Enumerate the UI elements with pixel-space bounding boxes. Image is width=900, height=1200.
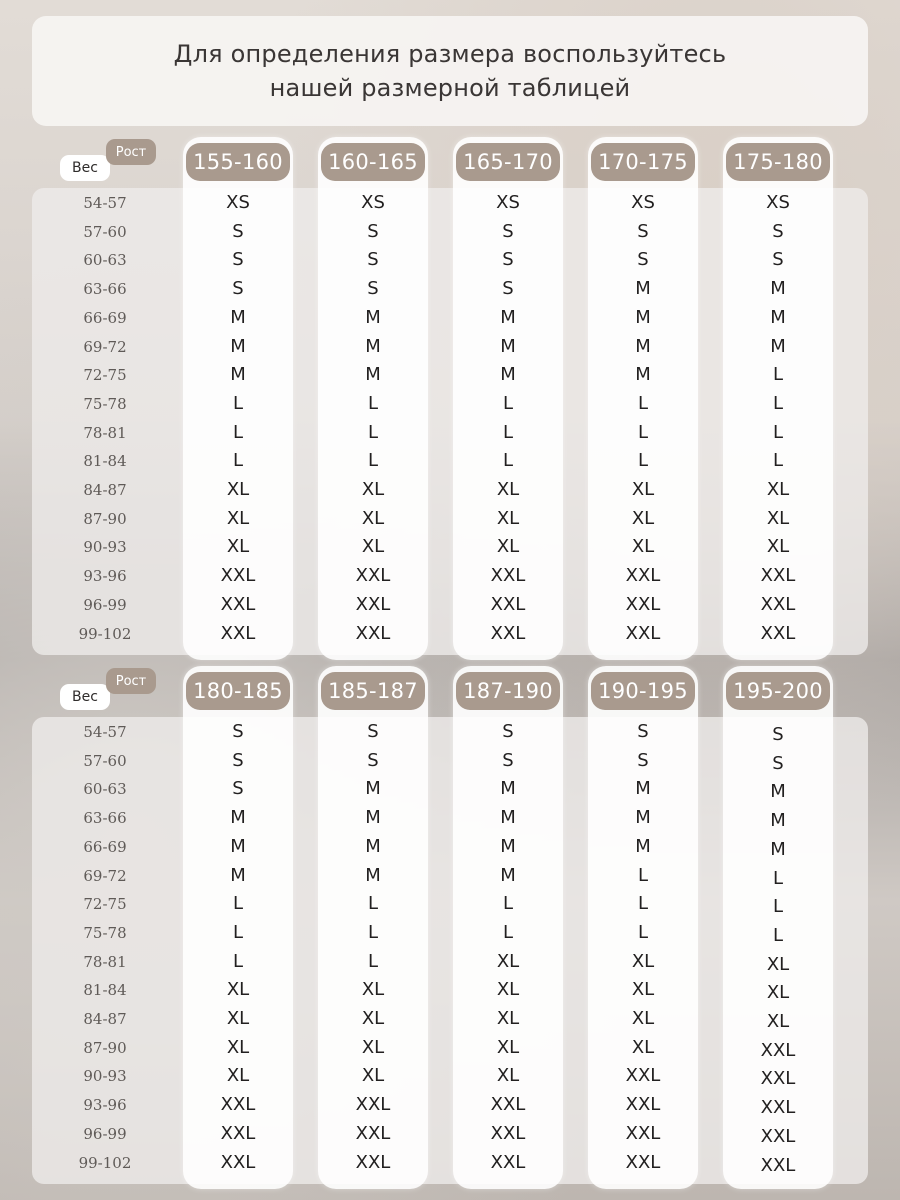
size-cell: S — [502, 278, 514, 300]
size-cell: S — [232, 278, 244, 300]
weight-range-cell: 93-96 — [83, 1096, 127, 1115]
size-cell: L — [637, 893, 649, 915]
size-cell: XXL — [220, 1122, 256, 1144]
size-cell: L — [502, 421, 514, 443]
weight-range-cell: 84-87 — [83, 481, 127, 499]
weight-range-cell: 72-75 — [83, 895, 127, 914]
weight-range-cell: 60-63 — [83, 251, 127, 270]
size-cell: L — [772, 896, 784, 918]
size-cell: XL — [766, 479, 790, 500]
size-cell: XS — [766, 192, 790, 213]
size-cell: L — [637, 864, 649, 886]
weight-range-cell: 81-84 — [83, 452, 127, 471]
size-cell: S — [502, 220, 514, 242]
size-cell: L — [502, 450, 514, 472]
size-cell: M — [770, 781, 786, 803]
size-cell: XXL — [490, 1151, 526, 1173]
size-cell: XL — [496, 536, 520, 558]
size-cell: XL — [496, 1008, 520, 1029]
height-label: Рост — [106, 668, 156, 694]
size-cell: XL — [766, 953, 790, 975]
weight-range-cell: 90-93 — [83, 538, 127, 557]
size-cell: M — [365, 864, 381, 886]
size-cell: XL — [226, 479, 250, 500]
size-cell: XXL — [355, 1151, 391, 1173]
size-cell: M — [635, 778, 651, 800]
size-cell: M — [365, 306, 381, 328]
size-cell: XL — [226, 1008, 250, 1029]
size-cell: XL — [631, 950, 655, 972]
size-cell: M — [230, 807, 246, 829]
size-cell: M — [635, 364, 651, 386]
size-cell: XS — [361, 192, 385, 213]
size-cell: XXL — [625, 1065, 661, 1087]
size-cell: M — [770, 810, 786, 832]
size-cell: XXL — [355, 593, 391, 615]
size-cell: XL — [226, 979, 250, 1001]
size-cell: S — [637, 220, 649, 242]
weight-range-cell: 54-57 — [83, 723, 127, 741]
weight-range-cell: 54-57 — [83, 194, 127, 212]
size-cell: L — [502, 893, 514, 915]
size-cell: M — [230, 335, 246, 357]
size-cell: M — [365, 778, 381, 800]
size-cell: M — [230, 364, 246, 386]
size-cell: L — [232, 392, 244, 414]
size-cell: XXL — [760, 593, 796, 615]
size-cell: S — [367, 220, 379, 242]
size-cell: XXL — [625, 622, 661, 644]
weight-range-cell: 99-102 — [78, 1153, 132, 1172]
size-cell: XS — [496, 192, 520, 213]
size-cell: XS — [226, 192, 250, 213]
size-cell: L — [367, 450, 379, 472]
title-line-1: Для определения размера воспользуйтесь — [173, 40, 727, 68]
size-cell: M — [365, 335, 381, 357]
size-cell: S — [772, 724, 784, 745]
size-cell: S — [772, 249, 784, 271]
size-cell: L — [637, 921, 649, 943]
size-cell: M — [230, 864, 246, 886]
size-cell: M — [500, 306, 516, 328]
size-cell: XL — [361, 536, 385, 558]
size-cell: XXL — [490, 1122, 526, 1144]
weight-range-cell: 63-66 — [83, 280, 127, 299]
height-range-header: 155-160 — [186, 143, 290, 181]
height-range-header: 170-175 — [591, 143, 695, 181]
size-cell: M — [500, 778, 516, 800]
size-cell: XXL — [355, 622, 391, 644]
size-cell: S — [232, 749, 244, 771]
weight-range-cell: 93-96 — [83, 567, 127, 586]
size-cell: S — [232, 220, 244, 242]
weight-range-cell: 63-66 — [83, 809, 127, 828]
size-cell: M — [230, 835, 246, 857]
size-cell: XXL — [220, 593, 256, 615]
weight-range-cell: 78-81 — [83, 952, 127, 971]
size-cell: S — [637, 249, 649, 271]
size-cell: XL — [631, 479, 655, 500]
size-cell: XL — [766, 1011, 790, 1032]
height-range-header: 190-195 — [591, 672, 695, 710]
weight-range-cell: 87-90 — [83, 509, 127, 528]
size-cell: L — [232, 950, 244, 972]
size-cell: L — [637, 450, 649, 472]
size-cell: S — [367, 749, 379, 771]
size-cell: XL — [226, 1036, 250, 1058]
size-cell: L — [367, 392, 379, 414]
size-cell: L — [232, 921, 244, 943]
size-cell: L — [772, 392, 784, 414]
size-cell: M — [770, 335, 786, 357]
size-cell: M — [500, 835, 516, 857]
size-cell: L — [772, 924, 784, 946]
weight-range-cell: 96-99 — [83, 595, 127, 614]
weight-range-cell: 87-90 — [83, 1038, 127, 1057]
size-cell: XL — [361, 479, 385, 500]
weight-range-cell: 81-84 — [83, 981, 127, 1000]
size-cell: L — [502, 921, 514, 943]
size-cell: XL — [496, 507, 520, 529]
size-cell: XL — [361, 507, 385, 529]
size-cell: M — [230, 306, 246, 328]
size-cell: L — [232, 893, 244, 915]
weight-range-cell: 57-60 — [83, 222, 127, 241]
height-label: Рост — [106, 139, 156, 165]
weight-range-cell: 57-60 — [83, 751, 127, 770]
size-cell: XL — [766, 507, 790, 529]
size-cell: M — [500, 807, 516, 829]
weight-range-cell: 69-72 — [83, 337, 127, 356]
size-cell: XL — [631, 1036, 655, 1058]
size-cell: S — [232, 721, 244, 742]
size-cell: XXL — [760, 1154, 796, 1176]
size-cell: XL — [631, 1008, 655, 1029]
size-cell: M — [500, 864, 516, 886]
height-range-header: 160-165 — [321, 143, 425, 181]
size-cell: XL — [631, 979, 655, 1001]
size-cell: XL — [496, 1065, 520, 1087]
height-range-header: 185-187 — [321, 672, 425, 710]
size-cell: XL — [361, 979, 385, 1001]
size-cell: S — [772, 752, 784, 774]
size-cell: XXL — [220, 1094, 256, 1116]
weight-range-cell: 78-81 — [83, 423, 127, 442]
size-cell: XXL — [355, 565, 391, 587]
size-cell: XL — [766, 982, 790, 1004]
size-cell: XL — [361, 1008, 385, 1029]
size-cell: L — [772, 867, 784, 889]
size-cell: M — [770, 278, 786, 300]
size-cell: L — [772, 364, 784, 386]
weight-range-cell: 75-78 — [83, 394, 127, 413]
weight-range-cell: 84-87 — [83, 1010, 127, 1028]
height-range-header: 195-200 — [726, 672, 830, 710]
size-cell: M — [635, 807, 651, 829]
size-cell: S — [637, 749, 649, 771]
height-range-header: 187-190 — [456, 672, 560, 710]
weight-range-cell: 60-63 — [83, 780, 127, 799]
size-cell: M — [635, 306, 651, 328]
weight-range-cell: 69-72 — [83, 866, 127, 885]
size-cell: XL — [496, 479, 520, 500]
size-cell: XL — [496, 1036, 520, 1058]
size-cell: M — [635, 835, 651, 857]
weight-range-cell: 66-69 — [83, 308, 127, 327]
size-cell: XL — [766, 536, 790, 558]
size-cell: S — [367, 278, 379, 300]
weight-range-cell: 96-99 — [83, 1124, 127, 1143]
size-cell: XXL — [760, 1039, 796, 1061]
size-cell: S — [637, 721, 649, 742]
size-cell: XXL — [355, 1094, 391, 1116]
size-cell: L — [367, 421, 379, 443]
height-range-header: 165-170 — [456, 143, 560, 181]
size-cell: S — [367, 721, 379, 742]
title-banner — [32, 16, 868, 126]
size-cell: S — [502, 249, 514, 271]
size-cell: XXL — [625, 1122, 661, 1144]
size-cell: L — [367, 950, 379, 972]
weight-label: Вес — [60, 684, 110, 710]
size-cell: XXL — [490, 1094, 526, 1116]
size-cell: L — [232, 450, 244, 472]
size-cell: XXL — [625, 593, 661, 615]
size-cell: S — [502, 721, 514, 742]
size-cell: S — [772, 220, 784, 242]
size-cell: L — [367, 893, 379, 915]
weight-range-cell: 66-69 — [83, 837, 127, 856]
title-line-2: нашей размерной таблицей — [269, 74, 631, 102]
size-cell: L — [637, 392, 649, 414]
size-cell: M — [770, 838, 786, 860]
weight-label: Вес — [60, 155, 110, 181]
size-cell: XXL — [625, 565, 661, 587]
size-cell: L — [772, 421, 784, 443]
size-cell: XXL — [760, 1125, 796, 1147]
size-cell: XXL — [355, 1122, 391, 1144]
size-cell: S — [367, 249, 379, 271]
size-cell: XXL — [760, 1097, 796, 1119]
size-cell: M — [770, 306, 786, 328]
height-range-header: 175-180 — [726, 143, 830, 181]
size-cell: XL — [631, 507, 655, 529]
size-cell: XL — [496, 979, 520, 1001]
size-cell: XXL — [220, 565, 256, 587]
size-cell: M — [365, 364, 381, 386]
size-cell: L — [502, 392, 514, 414]
size-cell: M — [635, 278, 651, 300]
size-cell: XXL — [490, 565, 526, 587]
size-cell: L — [232, 421, 244, 443]
size-cell: S — [232, 249, 244, 271]
size-cell: XXL — [220, 622, 256, 644]
height-range-header: 180-185 — [186, 672, 290, 710]
size-cell: M — [365, 835, 381, 857]
size-cell: M — [500, 335, 516, 357]
size-cell: M — [365, 807, 381, 829]
size-cell: L — [637, 421, 649, 443]
size-cell: XXL — [760, 565, 796, 587]
size-cell: XXL — [760, 622, 796, 644]
size-cell: XL — [631, 536, 655, 558]
size-cell: XL — [226, 536, 250, 558]
size-cell: S — [502, 749, 514, 771]
size-cell: L — [367, 921, 379, 943]
size-cell: XL — [226, 1065, 250, 1087]
size-cell: XS — [631, 192, 655, 213]
size-cell: XXL — [625, 1094, 661, 1116]
size-cell: XL — [361, 1036, 385, 1058]
size-cell: XL — [496, 950, 520, 972]
size-cell: XL — [361, 1065, 385, 1087]
weight-range-cell: 75-78 — [83, 923, 127, 942]
size-cell: L — [772, 450, 784, 472]
size-cell: M — [500, 364, 516, 386]
size-cell: XXL — [490, 622, 526, 644]
size-cell: M — [635, 335, 651, 357]
size-cell: XXL — [490, 593, 526, 615]
size-cell: XXL — [625, 1151, 661, 1173]
weight-range-cell: 72-75 — [83, 366, 127, 385]
size-cell: S — [232, 778, 244, 800]
weight-range-cell: 90-93 — [83, 1067, 127, 1086]
size-cell: XXL — [760, 1068, 796, 1090]
size-cell: XXL — [220, 1151, 256, 1173]
weight-range-cell: 99-102 — [78, 624, 132, 643]
size-cell: XL — [226, 507, 250, 529]
